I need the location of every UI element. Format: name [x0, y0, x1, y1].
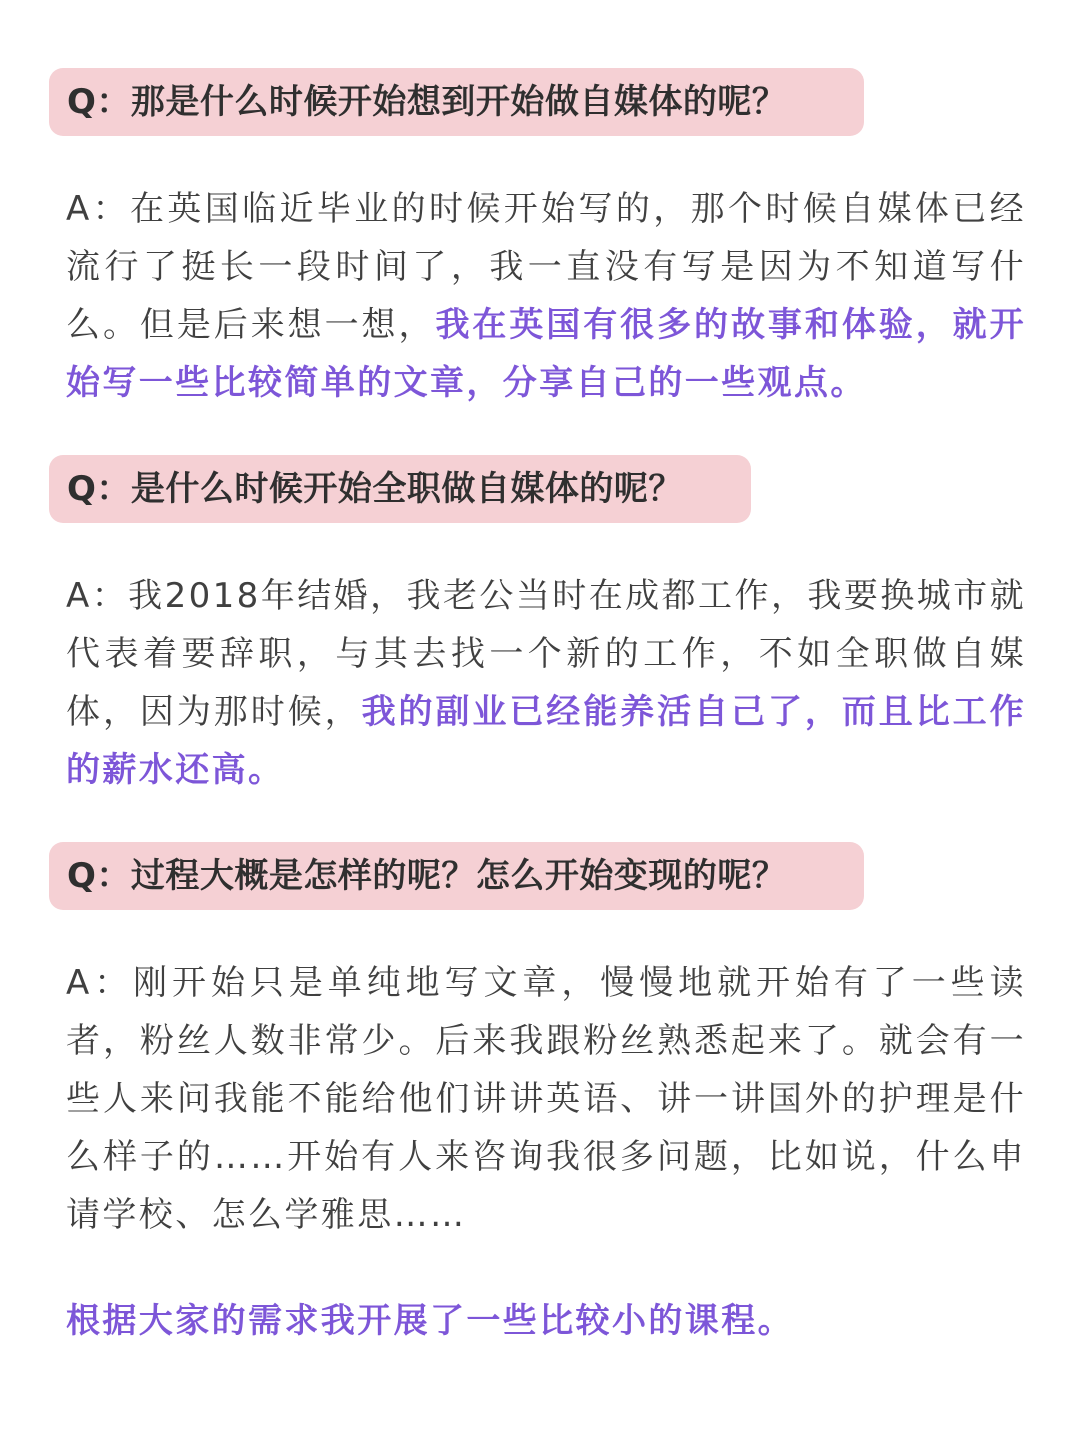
answer-2-paragraph	[66, 567, 1026, 799]
answer-2-text: A：我2018年结婚，我老公当时在成都工作，我要换城市就代表着要辞职，与其去找一个新的工作，不如全职做自媒体，因为那时候，	[66, 576, 1026, 732]
closing-highlight-line: 根据大家的需求我开展了一些比较小的课程。	[66, 1301, 794, 1341]
answer-3-paragraph	[66, 954, 1026, 1244]
question-3-heading: Q：过程大概是怎样的呢？怎么开始变现的呢？	[49, 842, 864, 910]
question-2-heading: Q：是什么时候开始全职做自媒体的呢？	[49, 455, 751, 523]
question-1-heading: Q：那是什么时候开始想到开始做自媒体的呢？	[49, 68, 864, 136]
answer-3-text: A：刚开始只是单纯地写文章，慢慢地就开始有了一些读者，粉丝人数非常少。后来我跟粉丝熟悉起来了。就会有一些人来问我能不能给他们讲讲英语、讲一讲国外的护理是什么样子的……开始有人来咨询我很多问题，比如说，什么申请学校、怎么学雅思……	[66, 963, 1026, 1235]
answer-1-highlight: 我在英国有很多的故事和体验，就开始写一些比较简单的文章，分享自己的一些观点。	[66, 305, 1026, 403]
answer-2-highlight: 我的副业已经能养活自己了，而且比工作的薪水还高。	[66, 692, 1027, 790]
answer-1-paragraph	[66, 180, 1026, 412]
answer-1-text: A：在英国临近毕业的时候开始写的，那个时候自媒体已经流行了挺长一段时间了，我一直没有写是因为不知道写什么。但是后来想一想，	[66, 189, 1026, 345]
